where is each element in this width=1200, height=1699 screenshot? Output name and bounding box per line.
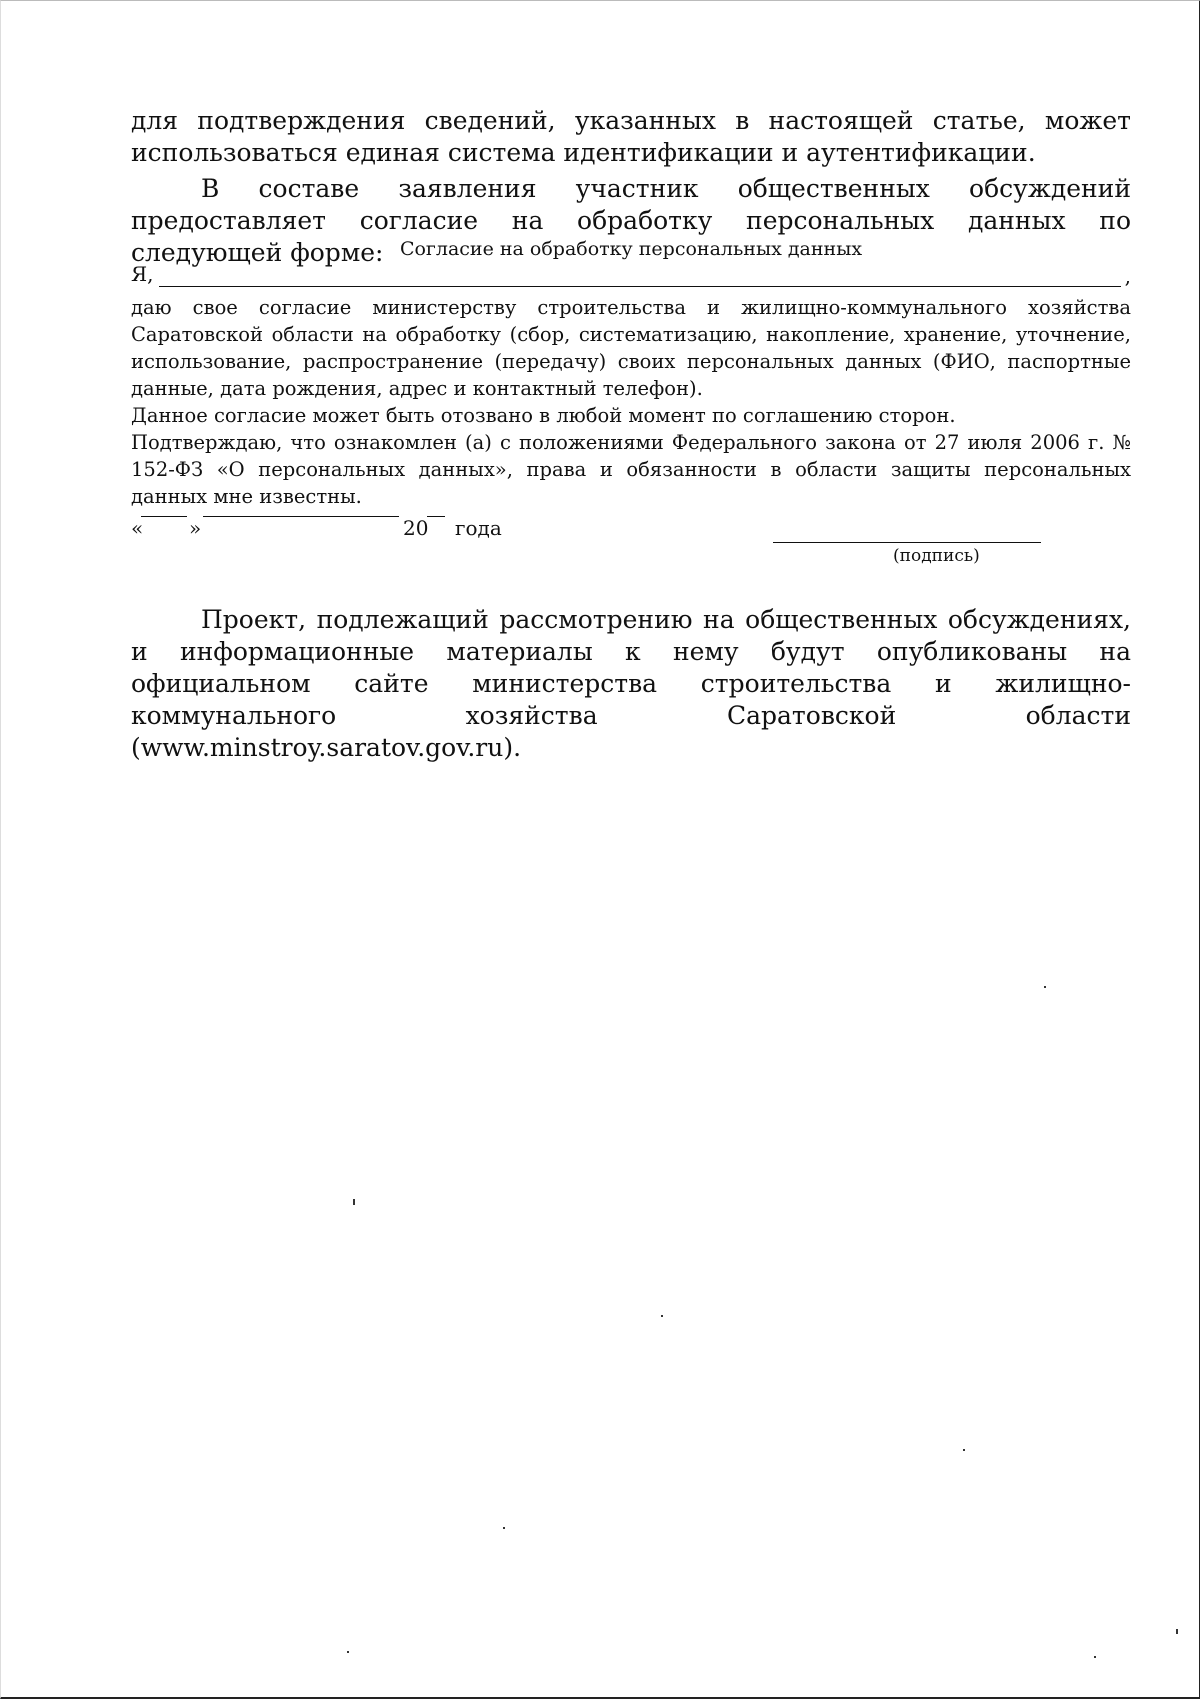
final-paragraph: [131, 604, 1131, 764]
scan-speck: [1094, 1656, 1096, 1658]
consent-body-1: даю свое согласие министерству строительства и жилищно-коммунального хозяйства Саратовской области на обработку (сбор, систематизацию, накопление, хранение, уточнение, использование, распространение (передачу) своих персональных данных (ФИО, паспортные данные, дата рождения, адрес и контактный телефон).: [131, 296, 1131, 400]
intro-paragraph: [131, 105, 1131, 169]
final-paragraph-text: Проект, подлежащий рассмотрению на общественных обсуждениях, и информационные материалы к нему будут опубликованы на официальном сайте министерства строительства и жилищно-коммунального хозяйства Саратовской области (www.minstroy.saratov.gov.ru).: [131, 605, 1131, 762]
name-blank-line: [159, 286, 1121, 287]
scan-speck: [1176, 1629, 1178, 1634]
ya-label: Я,: [131, 262, 154, 286]
name-field-row: [131, 260, 1131, 290]
intro-line-1: для подтверждения сведений, указанных в настоящей статье, может: [131, 106, 1131, 135]
consent-body-2: Данное согласие может быть отозвано в любой момент по соглашению сторон.: [131, 404, 956, 427]
date-signature-row: [131, 516, 1131, 546]
scan-speck: [661, 1315, 663, 1317]
scan-speck: [503, 1527, 505, 1529]
year-blank-line: [427, 516, 445, 517]
date-open-quote: «: [131, 516, 144, 540]
signature-caption-row: [131, 546, 1131, 572]
scan-speck: [347, 1651, 349, 1653]
signature-caption: (подпись): [893, 546, 980, 566]
consent-form: [131, 238, 1131, 572]
year-prefix: 20: [403, 516, 429, 540]
month-blank-line: [203, 516, 399, 517]
signature-blank-line: [773, 542, 1041, 543]
year-suffix: года: [455, 516, 502, 540]
date-close-quote: »: [189, 516, 202, 540]
name-comma: ,: [1124, 264, 1131, 288]
consent-body-3: Подтверждаю, что ознакомлен (а) с положениями Федерального закона от 27 июля 2006 г. № 152-ФЗ «О персональных данных», права и обязанности в области защиты персональных данных мне известны.: [131, 431, 1131, 508]
scan-speck: [963, 1449, 965, 1451]
intro-line-2: использоваться единая система идентификации и аутентификации.: [131, 138, 1036, 167]
scan-speck: [353, 1199, 355, 1205]
consent-intro-text: В составе заявления участник общественных обсуждений предоставляет согласие на обработку персональных данных по следующей форме:: [131, 174, 1131, 267]
consent-title: Согласие на обработку персональных данных: [399, 238, 863, 260]
scan-speck: [1044, 986, 1046, 988]
day-blank-line: [141, 516, 187, 517]
